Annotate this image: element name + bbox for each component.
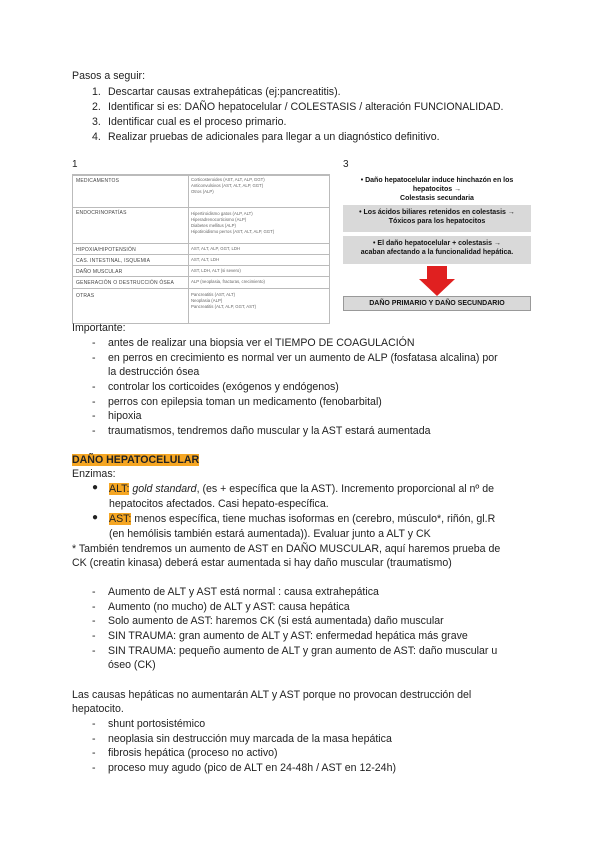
list-item-text: en perros en crecimiento es normal ver un aumento de ALP (fosfatasa alcalina) por: [108, 352, 498, 364]
step-item: [92, 86, 341, 98]
table-row: [73, 254, 329, 265]
table-row: [73, 288, 329, 323]
flow-box-1-line2: Colestasis secundaria: [400, 195, 474, 202]
table-values: [191, 211, 274, 235]
note-line-2: CK (creatin kinasa) deberá estar aumentada si hay daño muscular (traumatismo): [72, 557, 452, 569]
list-item-text: fibrosis hepática (proceso no activo): [108, 747, 278, 759]
table-row: [73, 175, 329, 207]
table-cause: MEDICAMENTOS: [76, 178, 120, 184]
ast-line2: (en hemólisis también estará aumentada)). Evaluar junto a ALT y CK: [109, 528, 431, 540]
step-item: [92, 116, 286, 128]
causas-line-2: hepatocito.: [72, 703, 124, 715]
table-value: ALP (neoplasia, fracturas, crecimiento): [191, 279, 265, 284]
down-arrow-icon: [419, 266, 455, 296]
table-cause: CAS. INTESTINAL, ISQUEMIA: [76, 258, 151, 264]
step-number: 1.: [92, 86, 101, 98]
step-text: Descartar causas extrahepáticas (ej:pancreatitis).: [108, 86, 341, 98]
table-value: Anticonvulsivos (AST, ALT, ALP, GGT): [191, 183, 264, 188]
table-row: [73, 207, 329, 243]
step-number: 4.: [92, 131, 101, 143]
table-value: Pancreatitis (AST, ALT): [191, 292, 236, 297]
flow-box-3-line1: • El daño hepatocelular + colestasis →: [373, 240, 501, 247]
alt-rest: , (es + específica que la AST). Incremento proporcional al nº de: [196, 483, 494, 495]
alt-gold-standard: gold standard: [132, 483, 197, 495]
table-value: Hipertiroidismo gatos (ALP, ALT): [191, 211, 253, 216]
importante-title: Importante:: [72, 322, 126, 334]
causas-line-1: Las causas hepáticas no aumentarán ALT y AST porque no provocan destrucción del: [72, 689, 472, 701]
alt-line2: hepatocitos afectados. Casi hepato-específica.: [109, 498, 329, 510]
table-cause: HIPOXIA/HIPOTENSIÓN: [76, 247, 136, 253]
note-line-1: * También tendremos un aumento de AST en DAÑO MUSCULAR, aquí haremos prueba de: [72, 543, 501, 555]
table-cause: ENDOCRINOPATÍAS: [76, 210, 127, 216]
ast-text: [109, 513, 495, 526]
table-values: [191, 268, 241, 274]
list-item-text: la destrucción ósea: [108, 366, 200, 378]
list-item-text: Aumento (no mucho) de ALT y AST: causa hepática: [108, 601, 350, 613]
ast-rest: menos específica, tiene muchas isoformas en (cerebro, músculo*, riñón, gl.R: [131, 513, 496, 525]
alt-text: [109, 483, 494, 496]
list-item-text: antes de realizar una biopsia ver el TIEMPO DE COAGULACIÓN: [108, 337, 415, 349]
bullet-icon: ●: [92, 482, 99, 493]
alt-label: ALT:: [109, 483, 130, 495]
table-value: Neoplasia (ALP): [191, 298, 223, 303]
table-value: Corticosteroides (AST, ALT, ALP, GGT): [191, 177, 265, 182]
list-item-text: SIN TRAUMA: gran aumento de ALT y AST: enfermedad hepática más grave: [108, 630, 468, 642]
table-cause: GENERACIÓN O DESTRUCCIÓN ÓSEA: [76, 280, 175, 286]
table-row: [73, 243, 329, 254]
list-item-text: controlar los corticoides (exógenos y endógenos): [108, 381, 339, 393]
step-item: [92, 101, 503, 113]
table-values: [191, 292, 256, 310]
table-values: [191, 257, 219, 263]
list-item-text: óseo (CK): [108, 659, 156, 671]
table-row: [73, 276, 329, 288]
step-number: 2.: [92, 101, 101, 113]
step-text: Identificar cual es el proceso primario.: [108, 116, 287, 128]
table-value: Hiperadrenocorticismo (ALP): [191, 217, 247, 222]
table-cause: OTRAS: [76, 293, 95, 299]
flow-result: DAÑO PRIMARIO Y DAÑO SECUNDARIO: [343, 296, 531, 311]
flow-box-3-line2: acaban afectando a la funcionalidad hepática.: [360, 249, 514, 256]
bullet-icon: ●: [92, 512, 99, 523]
intro-text: Pasos a seguir:: [72, 70, 146, 82]
flow-box-2-line1: • Los ácidos biliares retenidos en colestasis →: [359, 209, 515, 216]
table-cause: DAÑO MUSCULAR: [76, 269, 123, 275]
table-row: [73, 265, 329, 276]
table-value: AST, LDH, ALT (si severo): [191, 268, 241, 273]
figure-3-label: 3: [343, 159, 349, 170]
flow-box-1-line1: • Daño hepatocelular induce hinchazón en los hepatocitos →: [360, 177, 514, 193]
list-item-text: perros con epilepsia toman un medicamento (fenobarbital): [108, 396, 382, 408]
table-value: Otros (ALP): [191, 189, 214, 194]
figure-1-label: 1: [72, 159, 78, 170]
table-values: [191, 177, 265, 195]
table-value: AST, ALT, ALP, GGT, LDH: [191, 246, 241, 251]
list-item-text: shunt portosistémico: [108, 718, 206, 730]
table-value: AST, ALT, LDH: [191, 257, 220, 262]
step-text: Identificar si es: DAÑO hepatocelular / COLESTASIS / alteración FUNCIONALIDAD.: [108, 101, 504, 113]
step-text: Realizar pruebas de adicionales para llegar a un diagnóstico definitivo.: [108, 131, 440, 143]
section-heading: [72, 454, 199, 467]
flow-box-2: [343, 205, 531, 232]
step-number: 3.: [92, 116, 101, 128]
section-heading-text: DAÑO HEPATOCELULAR: [72, 454, 200, 466]
causes-table: [72, 174, 330, 324]
list-item-text: Solo aumento de AST: haremos CK (si está aumentada) daño muscular: [108, 615, 444, 627]
flow-diagram: [343, 174, 531, 314]
list-item-text: traumatismos, tendremos daño muscular y la AST estará aumentada: [108, 425, 431, 437]
list-item-text: SIN TRAUMA: pequeño aumento de ALT y gran aumento de AST: daño muscular u: [108, 645, 498, 657]
table-value: Diabetes mellitus (ALP): [191, 223, 236, 228]
list-item-text: proceso muy agudo (pico de ALT en 24-48h / AST en 12-24h): [108, 762, 396, 774]
table-value: Hipotiroidismo perros (AST, ALT, ALP, GGT): [191, 229, 275, 234]
list-item-text: hipoxia: [108, 410, 142, 422]
step-item: [92, 131, 440, 143]
list-item-text: neoplasia sin destrucción muy marcada de la masa hepática: [108, 733, 392, 745]
flow-box-3: [343, 236, 531, 264]
table-value: Pancreatitis (ALT, ALP, GGT, AST): [191, 304, 257, 309]
flow-box-1: [343, 174, 531, 201]
enzimas-label: Enzimas:: [72, 468, 116, 480]
flow-box-2-line2: Tóxicos para los hepatocitos: [388, 218, 486, 225]
list-item-text: Aumento de ALT y AST está normal : causa extrahepática: [108, 586, 379, 598]
table-values: [191, 279, 265, 285]
ast-label: AST:: [109, 513, 132, 525]
table-values: [191, 246, 240, 252]
